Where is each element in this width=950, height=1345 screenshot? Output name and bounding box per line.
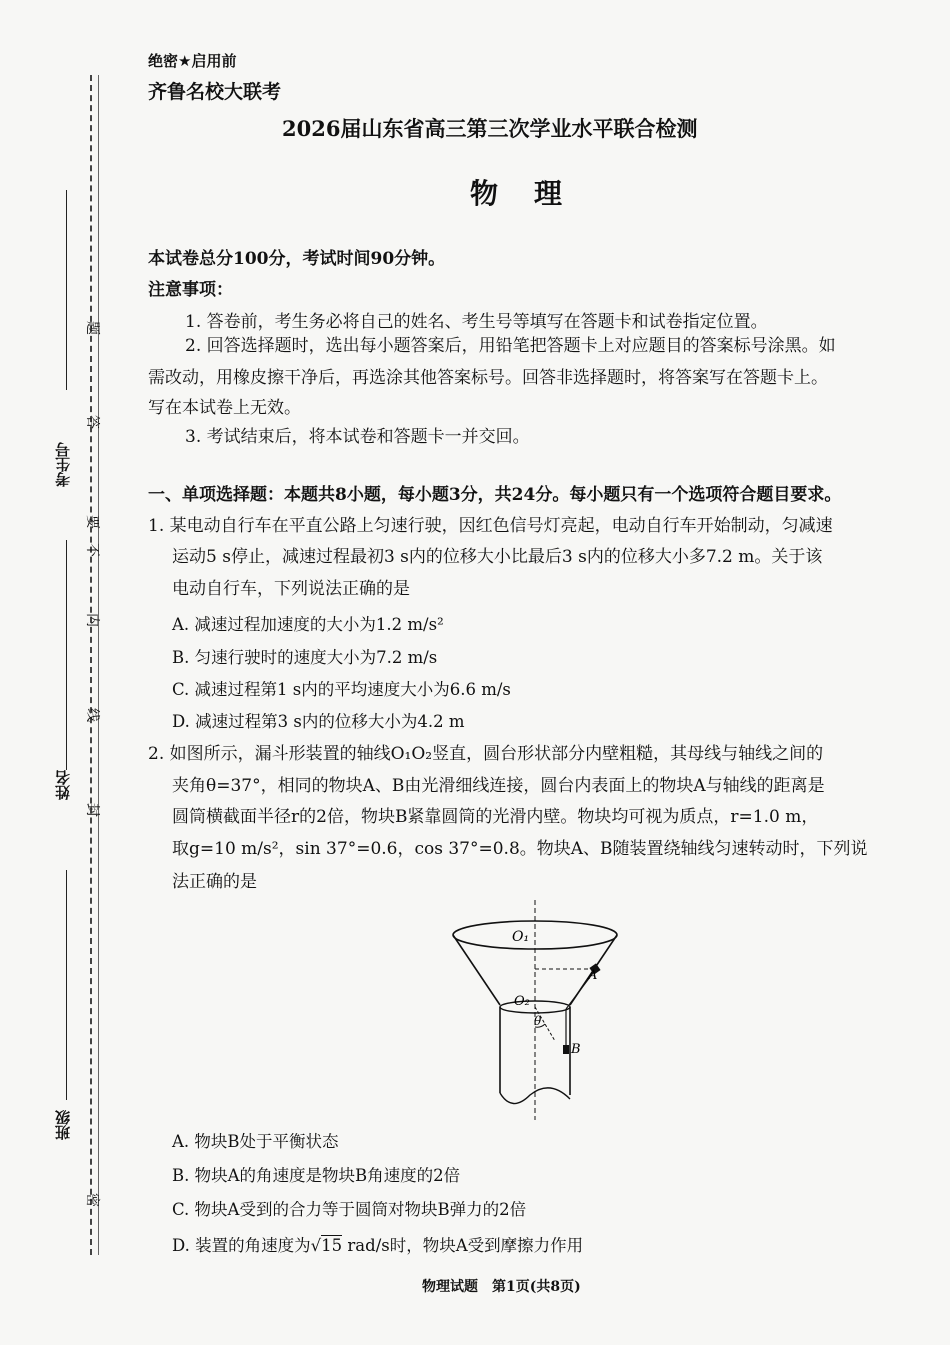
exam-org: 齐鲁名校大联考 — [148, 81, 282, 103]
binding-solid-line — [98, 75, 99, 1255]
notes-title: 注意事项： — [148, 280, 233, 300]
binding-word-3: 要 — [84, 515, 100, 529]
label-b: B — [571, 1042, 581, 1057]
block-b — [563, 1045, 569, 1054]
binding-word-2: 答 — [84, 415, 100, 429]
q2-option-b: B. 物块A的角速度是物块B角速度的2倍 — [172, 1166, 461, 1185]
label-a: A — [588, 968, 598, 983]
q1-option-a: A. 减速过程加速度的大小为1.2 m/s² — [172, 615, 444, 634]
q2-line3: 圆筒横截面半径r的2倍，物块B紧靠圆筒的光滑内壁。物块均可视为质点，r=1.0 m， — [172, 807, 819, 827]
q2-option-d-radicand: 15 — [321, 1236, 343, 1255]
q2-line1: 2. 如图所示，漏斗形装置的轴线O₁O₂竖直，圆台形状部分内壁粗糙，其母线与轴线之间的 — [148, 744, 824, 764]
q2-option-a: A. 物块B处于平衡状态 — [172, 1132, 339, 1151]
exam-title: 2026届山东省高三第三次学业水平联合检测 — [282, 116, 698, 141]
subject-title: 物 理 — [470, 177, 567, 210]
q1-option-c: C. 减速过程第1 s内的平均速度大小为6.6 m/s — [172, 680, 511, 699]
class-label: 班级 — [54, 1110, 72, 1140]
q2-line4: 取g=10 m/s²，sin 37°=0.6，cos 37°=0.8。物块A、B随装置绕轴线匀速转动时，下列说 — [172, 839, 868, 859]
page-footer: 物理试题 第1页(共8页) — [422, 1279, 581, 1295]
q1-line3: 电动自行车，下列说法正确的是 — [172, 579, 410, 599]
label-theta: θ — [534, 1014, 542, 1028]
q2-option-c: C. 物块A受到的合力等于圆筒对物块B弹力的2倍 — [172, 1200, 527, 1219]
note-2a: 2. 回答选择题时，选出每小题答案后，用铅笔把答题卡上对应题目的答案标号涂黑。如 — [185, 336, 836, 356]
secret-label: 绝密★启用前 — [148, 52, 237, 70]
note-3: 3. 考试结束后，将本试卷和答题卡一并交回。 — [185, 427, 530, 447]
note-2b: 需改动，用橡皮擦干净后，再选涂其他答案标号。回答非选择题时，将答案写在答题卡上。 — [148, 368, 828, 388]
binding-word-7: 封 — [84, 803, 100, 817]
name-label: 姓名 — [54, 770, 72, 800]
q1-line1: 1. 某电动自行车在平直公路上匀速行驶，因红色信号灯亮起，电动自行车开始制动，匀减速 — [148, 516, 833, 536]
q2-line2: 夹角θ=37°，相同的物块A、B由光滑细线连接，圆台内表面上的物块A与轴线的距离是 — [172, 776, 825, 796]
section-1-title: 一、单项选择题：本题共8小题，每小题3分，共24分。每小题只有一个选项符合题目要求。 — [148, 485, 842, 505]
binding-dashed-line — [90, 75, 92, 1255]
q1-option-d: D. 减速过程第3 s内的位移大小为4.2 m — [172, 712, 465, 731]
q1-line2: 运动5 s停止，减速过程最初3 s内的位移大小比最后3 s内的位移大小多7.2 m。关于该 — [172, 547, 823, 567]
intro-total: 本试卷总分100分，考试时间90分钟。 — [148, 249, 446, 269]
funnel-figure — [440, 895, 630, 1125]
binding-word-5: 内 — [84, 613, 100, 627]
label-o1: O₁ — [512, 929, 530, 945]
name-rule — [66, 540, 67, 770]
q2-option-d-post: rad/s时，物块A受到摩擦力作用 — [342, 1236, 584, 1255]
label-o2: O₂ — [514, 994, 530, 1009]
q2-option-d — [172, 1232, 583, 1256]
class-rule — [66, 870, 67, 1100]
q1-option-b: B. 匀速行驶时的速度大小为7.2 m/s — [172, 648, 438, 667]
note-1: 1. 答卷前，考生务必将自己的姓名、考生号等填写在答题卡和试卷指定位置。 — [185, 312, 768, 332]
binding-word-4: 不 — [84, 543, 100, 557]
binding-word-6: 线 — [84, 708, 100, 722]
q2-line5: 法正确的是 — [172, 872, 257, 892]
binding-word-8: 密 — [84, 1193, 100, 1207]
sqrt-symbol: √ — [310, 1236, 322, 1255]
exam-no-label: 考生号 — [54, 442, 72, 487]
binding-word-1: 题 — [84, 321, 100, 335]
note-2c: 写在本试卷上无效。 — [148, 398, 301, 418]
q2-option-d-pre: D. 装置的角速度为 — [172, 1236, 311, 1255]
exam-no-rule — [66, 190, 67, 390]
